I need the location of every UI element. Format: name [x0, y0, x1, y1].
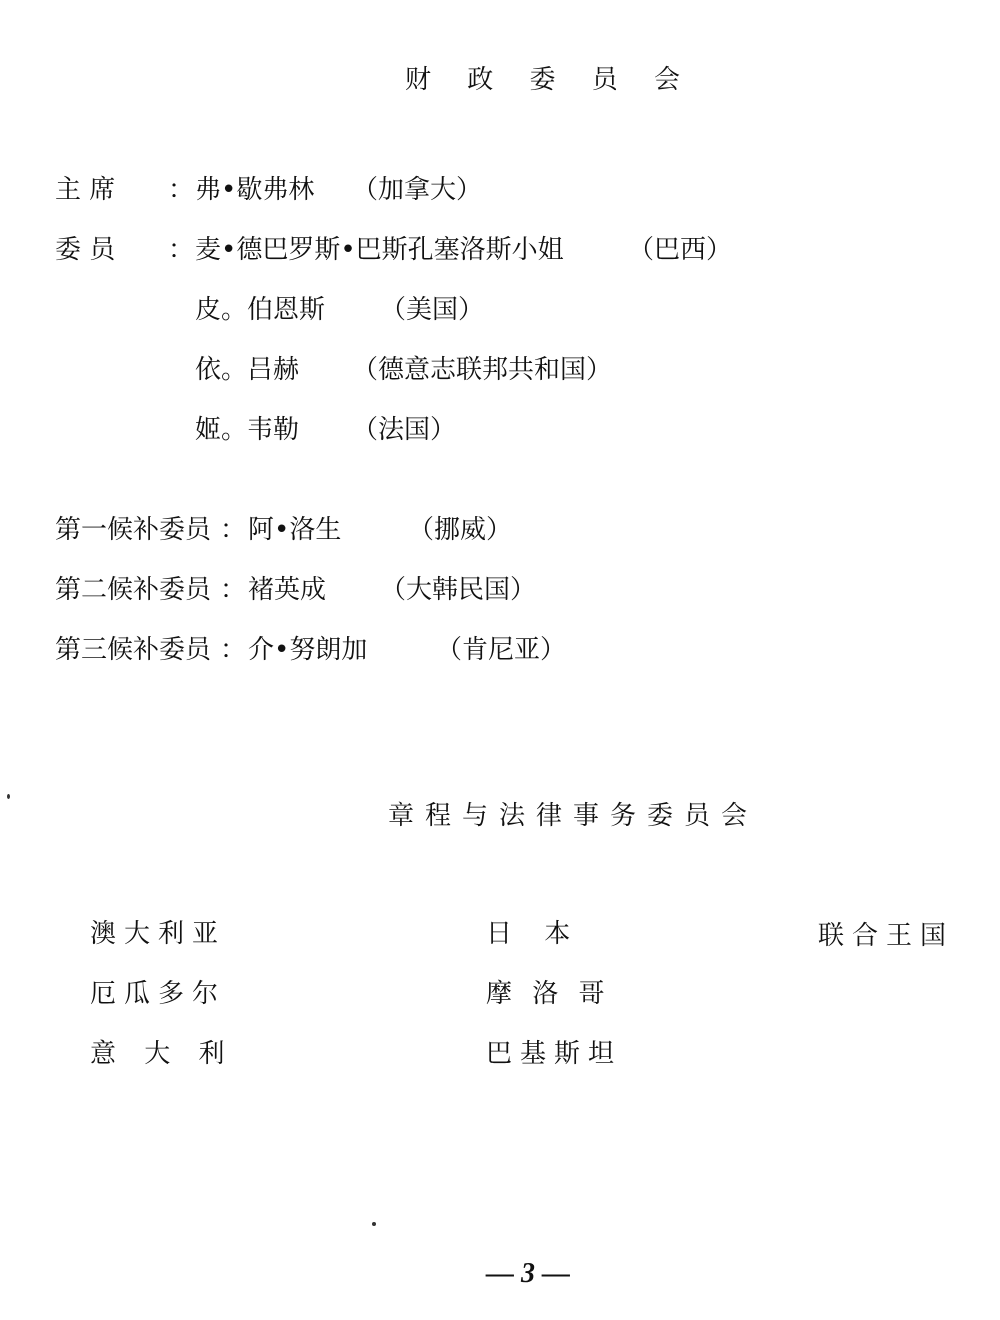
chair-colon: ：: [168, 175, 195, 205]
alternate-name: 褚英成: [248, 575, 327, 605]
chair-name: 弗•歇弗林: [195, 175, 315, 205]
member-country: 厄瓜多尔: [90, 979, 227, 1009]
member-country: （巴西）: [628, 235, 733, 265]
member-name: 姬。韦勒: [195, 415, 300, 445]
scan-speck: [7, 794, 10, 799]
member-country: 日 本: [486, 919, 583, 949]
alternate-country: （肯尼亚）: [436, 635, 567, 665]
member-country: 联合王国: [818, 921, 955, 951]
alternate-country: （挪威）: [408, 515, 513, 545]
alternate-label: 第二候补委员: [55, 575, 212, 605]
member-country: 摩 洛 哥: [486, 979, 611, 1009]
member-country: （美国）: [380, 295, 485, 325]
alternate-country: （大韩民国）: [380, 575, 537, 605]
chair-label: 主 席: [55, 175, 116, 205]
alternate-colon: ：: [220, 635, 247, 665]
member-country: 意 大 利: [90, 1039, 235, 1069]
member-country: 澳大利亚: [90, 919, 227, 949]
member-country: （德意志联邦共和国）: [352, 355, 613, 385]
member-name: 麦•德巴罗斯•巴斯孔塞洛斯小姐: [195, 235, 564, 265]
alternate-name: 阿•洛生: [248, 515, 342, 545]
alternate-label: 第一候补委员: [55, 515, 212, 545]
member-name: 皮。伯恩斯: [195, 295, 326, 325]
page-number: — 3 —: [486, 1258, 570, 1289]
scan-speck: [372, 1222, 376, 1226]
members-label: 委 员: [55, 235, 116, 265]
alternate-label: 第三候补委员: [55, 635, 212, 665]
member-name: 依。吕赫: [195, 355, 300, 385]
alternate-colon: ：: [220, 575, 247, 605]
finance-committee-title: 财 政 委 员 会: [405, 65, 695, 95]
member-country: （法国）: [352, 415, 457, 445]
member-country: 巴基斯坦: [486, 1039, 623, 1069]
legal-committee-title: 章程与法律事务委员会: [388, 801, 759, 831]
alternate-name: 介•努朗加: [248, 635, 368, 665]
chair-country: （加拿大）: [352, 175, 483, 205]
members-colon: ：: [168, 235, 195, 265]
alternate-colon: ：: [220, 515, 247, 545]
